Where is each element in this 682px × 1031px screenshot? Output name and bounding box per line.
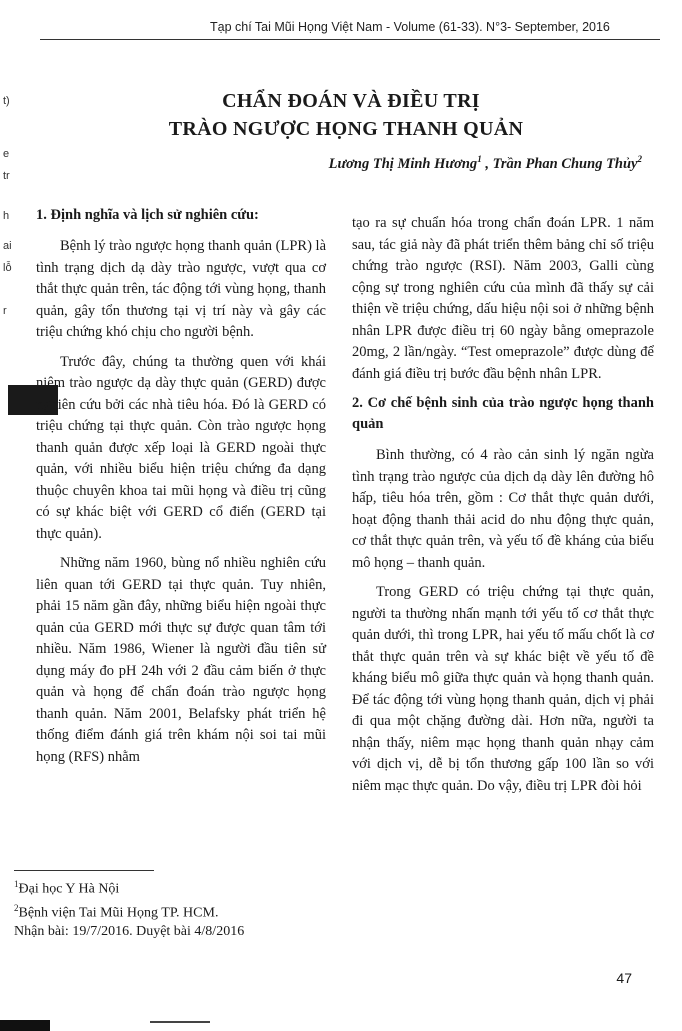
author-1: Lương Thị Minh Hương [328, 155, 478, 172]
scan-edge-mark [0, 1020, 50, 1031]
right-column [352, 213, 654, 805]
footnote-2: $^2$Bệnh viện Tai Mũi Họng TP. HCM. [14, 902, 219, 921]
footnote-rule [14, 870, 154, 871]
journal-header: Tạp chí Tai Mũi Họng Việt Nam - Volume (61-33). N°3- September, 2016 [210, 20, 610, 34]
section-heading-2: 2. Cơ chế bệnh sinh của trào ngược họng thanh quản [352, 395, 654, 432]
paragraph: Trong GERD có triệu chứng tại thực quản, người ta thường nhấn mạnh tới yếu tố cơ thắt thực quản dưới, thì trong LPR, hai yếu tố mấu chốt là cơ thắt thực quản trên và sự khác biệt về yếu tố đề kháng biểu mô giữa thực quản và họng thanh quản. Để tác động tới vùng họng thanh quản, dịch vị phải đi qua một chặng đường dài. Hơn nữa, người ta nhận thấy, niêm mạc họng thanh quản nhạy cảm với dịch vị, dễ bị tổn thương gấp 100 lần so với niêm mạc thực quản. Do vậy, điều trị LPR đòi hỏi [352, 584, 654, 794]
footnotes [14, 870, 244, 941]
section-heading-1: 1. Định nghĩa và lịch sử nghiên cứu: [36, 207, 259, 223]
paragraph: tạo ra sự chuẩn hóa trong chẩn đoán LPR. 1 năm sau, tác giả này đã phát triển thêm bảng chỉ số triệu chứng trào ngược (RSI). Năm 2003, Galli cùng cộng sự trong nghiên cứu của mình đã thấy sự cải thiện về triệu chứng, dấu hiệu nội soi ở những bệnh nhân LPR được điều trị 60 ngày bằng omeprazole 20mg, 2 lần/ngày. “Test omeprazole” được dùng để đánh giá điều trị bước đầu bệnh nhân LPR. [352, 215, 654, 382]
margin-mark: lỗ [3, 262, 12, 274]
margin-mark: r [3, 305, 7, 317]
scan-edge-line [150, 1021, 210, 1023]
header-rule [40, 39, 660, 40]
author-1-affil: 1 [477, 154, 482, 164]
author-line [329, 154, 642, 173]
left-column [36, 205, 326, 776]
footnote-1: $^1$Đại học Y Hà Nội [14, 879, 120, 897]
page-number: 47 [616, 970, 632, 986]
author-2: Trần Phan Chung Thủy [492, 155, 638, 172]
paragraph: Những năm 1960, bùng nổ nhiều nghiên cứu liên quan tới GERD tại thực quản. Tuy nhiên, phải 15 năm gần đây, những biểu hiện ngoài thực quản của GERD mới thực sự được quan tâm tới nhiều. Năm 1986, Wiener là người đầu tiên sử dụng máy đo pH 24h với 2 đầu cảm biến ở thực quản và họng để chẩn đoán trào ngược họng thanh quản. Năm 2001, Belafsky phát triển hệ thống điểm đánh giá trên khám nội soi tai mũi họng (RFS) nhằm [36, 555, 326, 765]
author-2-affil: 2 [637, 154, 642, 164]
margin-mark: tr [3, 170, 10, 182]
paragraph: Bình thường, có 4 rào cản sinh lý ngăn ngừa tình trạng trào ngược của dịch dạ dày lên đường hô hấp, tiêu hóa trên, gồm : Cơ thắt thực quản dưới, hoạt động thanh thải acid do nhu động thực quản, cơ thắt thực quản trên, và yếu tố đề kháng của biểu mô họng – thanh quản. [352, 447, 654, 571]
submission-dates: Nhận bài: 19/7/2016. Duyệt bài 4/8/2016 [14, 924, 245, 940]
paragraph: Trước đây, chúng ta thường quen với khái niệm trào ngược dạ dày thực quản (GERD) được nghiên cứu bởi các nhà tiêu hóa. Đó là GERD có triệu chứng tại thực quản. Còn trào ngược họng thanh quản được xếp loại là GERD ngoài thực quản, với nhiều biểu hiện triệu chứng đa dạng thuộc chuyên khoa tai mũi họng và điều trị cũng có sự khác biệt với GERD cổ điển (GERD tại thực quản). [36, 353, 326, 542]
article-title-line2: TRÀO NGƯỢC HỌNG THANH QUẢN [168, 118, 524, 140]
article-title-line1: CHẨN ĐOÁN VÀ ĐIỀU TRỊ [222, 90, 480, 112]
margin-mark: h [3, 210, 10, 222]
margin-mark: t) [3, 95, 10, 107]
paragraph: Bệnh lý trào ngược họng thanh quản (LPR) là tình trạng dịch dạ dày trào ngược, vượt qua cơ thắt thực quản trên, tác động tới vùng họng, thanh quản, gây tổn thương tại vị trí này và gây các triệu chứng khó chịu cho người bệnh. [36, 238, 327, 340]
author-separator: , [481, 155, 493, 172]
margin-mark: e [3, 148, 10, 160]
margin-mark: ai [3, 240, 12, 252]
